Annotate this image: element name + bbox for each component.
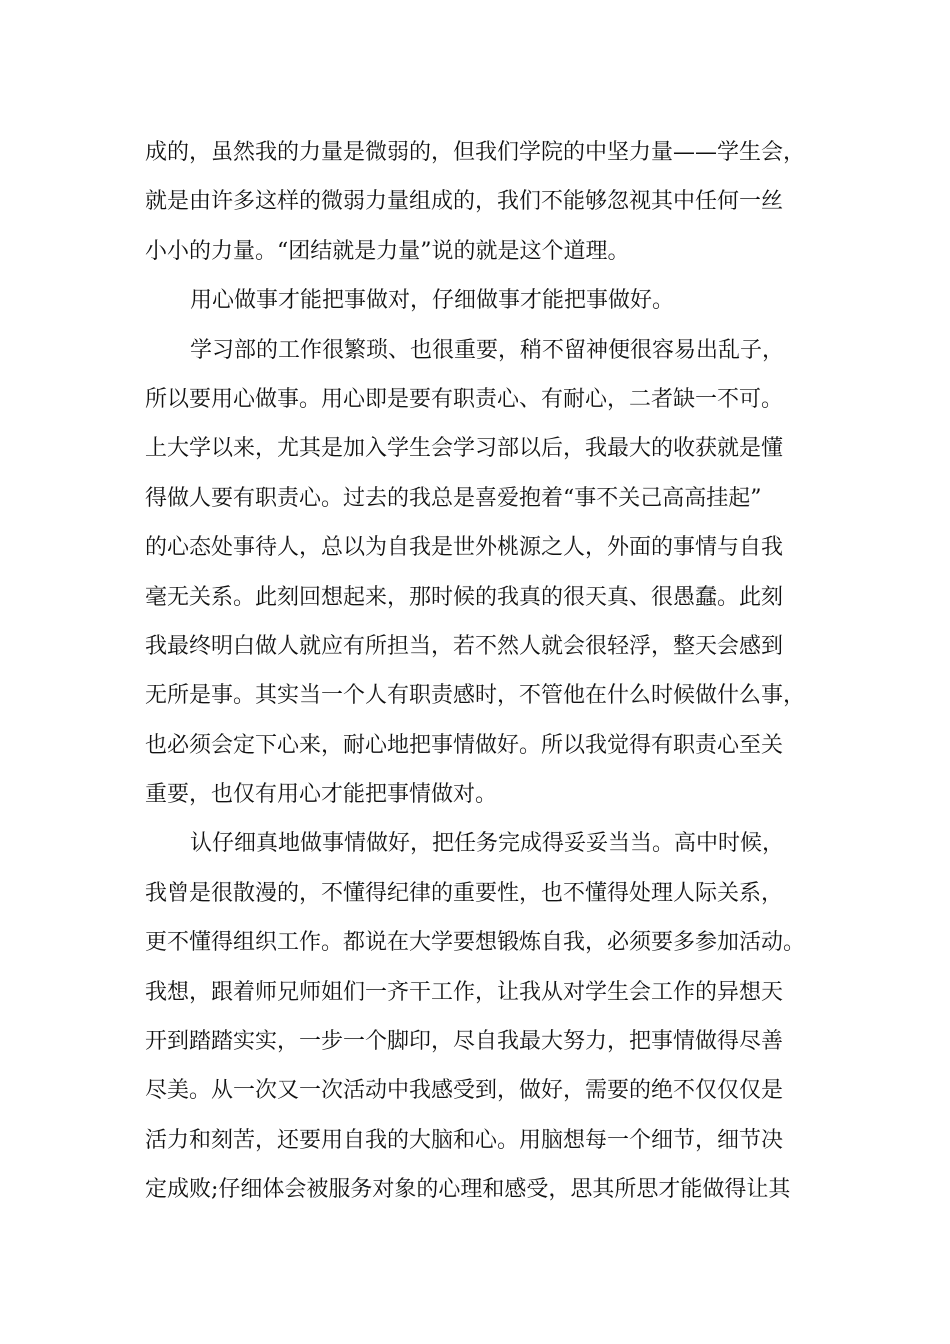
text-line: 的心态处事待人，总以为自我是世外桃源之人，外面的事情与自我 xyxy=(145,535,784,561)
text-line: 学习部的工作很繁琐、也很重要，稍不留神便很容易出乱子， xyxy=(190,337,785,363)
text-line: 用心做事才能把事做对，仔细做事才能把事做好。 xyxy=(190,288,675,314)
text-line: 定成败;仔细体会被服务对象的心理和感受，思其所思才能做得让其 xyxy=(145,1177,791,1203)
text-line: 所以要用心做事。用心即是要有职责心、有耐心，二者缺一不可。 xyxy=(145,386,784,412)
text-line: 开到踏踏实实，一步一个脚印，尽自我最大努力，把事情做得尽善 xyxy=(145,1029,784,1055)
body-text xyxy=(145,128,825,1215)
text-line: 小小的力量。“团结就是力量”说的就是这个道理。 xyxy=(145,238,630,264)
text-line: 尽美。从一次又一次活动中我感受到，做好，需要的绝不仅仅仅是 xyxy=(145,1078,784,1104)
text-line: 也必须会定下心来，耐心地把事情做好。所以我觉得有职责心至关 xyxy=(145,732,784,758)
text-line: 得做人要有职责心。过去的我总是喜爱抱着“事不关己高高挂起” xyxy=(145,485,762,511)
text-line: 我曾是很散漫的，不懂得纪律的重要性，也不懂得处理人际关系， xyxy=(145,880,784,906)
text-line: 重要，也仅有用心才能把事情做对。 xyxy=(145,782,498,808)
text-line: 活力和刻苦，还要用自我的大脑和心。用脑想每一个细节，细节决 xyxy=(145,1127,784,1153)
text-line: 上大学以来，尤其是加入学生会学习部以后，我最大的收获就是懂 xyxy=(145,436,784,462)
text-line: 无所是事。其实当一个人有职责感时，不管他在什么时候做什么事， xyxy=(145,683,806,709)
text-line: 我想，跟着师兄师姐们一齐干工作，让我从对学生会工作的异想天 xyxy=(145,979,784,1005)
text-line: 成的，虽然我的力量是微弱的，但我们学院的中坚力量——学生会， xyxy=(145,140,806,165)
text-line: 我最终明白做人就应有所担当，若不然人就会很轻浮，整天会感到 xyxy=(145,633,784,659)
text-line: 就是由许多这样的微弱力量组成的，我们不能够忽视其中任何一丝 xyxy=(145,189,784,215)
text-line: 认仔细真地做事情做好，把任务完成得妥妥当当。高中时候， xyxy=(190,831,785,857)
text-line: 毫无关系。此刻回想起来，那时候的我真的很天真、很愚蠢。此刻 xyxy=(145,584,784,610)
text-line: 更不懂得组织工作。都说在大学要想锻炼自我，必须要多参加活动。 xyxy=(145,930,806,956)
